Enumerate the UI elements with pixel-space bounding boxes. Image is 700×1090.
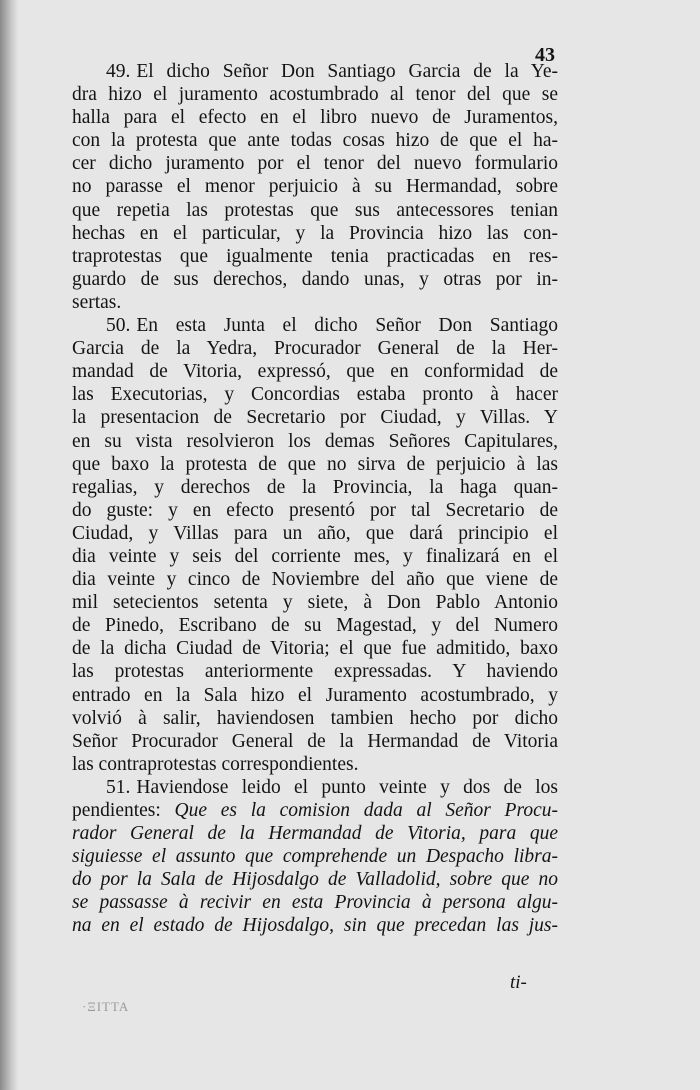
line-text: do por la Sala de Hijosdalgo de Valladolid, sobre que no xyxy=(72,869,558,891)
text-line xyxy=(72,199,558,222)
text-line xyxy=(72,891,558,914)
line-text: no parasse el menor perjuicio à su Hermandad, sobre xyxy=(72,176,558,198)
line-text: hechas en el particular, y la Provincia hizo las con- xyxy=(72,222,558,244)
text-line xyxy=(72,129,558,152)
line-text: rador General de la Hermandad de Vitoria, para que xyxy=(72,823,558,845)
line-text: volvió à salir, haviendosen tambien hecho por dicho xyxy=(72,707,558,729)
text-line xyxy=(72,730,558,753)
text-line xyxy=(72,291,558,314)
text-line xyxy=(72,707,558,730)
line-text: do guste: y en efecto presentó por tal Secretario de xyxy=(72,499,558,521)
line-text: traprotestas que igualmente tenia practicadas en res- xyxy=(72,245,558,267)
text-line xyxy=(72,822,558,845)
line-text: guardo de sus derechos, dando unas, y otras por in- xyxy=(72,268,558,290)
text-line xyxy=(72,314,558,337)
text-line xyxy=(72,453,558,476)
line-text: entrado en la Sala hizo el Juramento acostumbrado, y xyxy=(72,684,558,706)
text-line xyxy=(72,591,558,614)
text-line xyxy=(72,799,558,822)
line-text: na en el estado de Hijosdalgo, sin que precedan las jus- xyxy=(72,915,558,937)
text-line xyxy=(72,753,558,776)
line-text: de la dicha Ciudad de Vitoria; el que fue admitido, baxo xyxy=(72,638,558,660)
paragraph-number: 51. xyxy=(106,776,131,798)
line-text: En esta Junta el dicho Señor Don Santiago xyxy=(136,315,558,337)
text-line xyxy=(72,660,558,683)
line-italic-text: Que es la comision dada al Señor Procu- xyxy=(174,800,558,821)
text-line xyxy=(72,868,558,891)
text-line xyxy=(72,83,558,106)
line-text: las contraprotestas correspondientes. xyxy=(72,753,359,775)
text-line xyxy=(72,175,558,198)
line-text: en su vista resolvieron los demas Señores Capitulares, xyxy=(72,430,558,452)
line-text: Ciudad, y Villas para un año, que dará principio el xyxy=(72,522,558,544)
bleed-through-text: ·ΞΙΤΤΑ xyxy=(82,999,130,1014)
line-text: que baxo la protesta de que no sirva de perjuicio à las xyxy=(72,453,558,475)
line-text: cer dicho juramento por el tenor del nuevo formulario xyxy=(72,153,558,175)
text-line xyxy=(72,222,558,245)
text-line xyxy=(72,776,558,799)
line-text: Señor Procurador General de la Hermandad de Vitoria xyxy=(72,730,558,752)
line-text: mil setecientos setenta y siete, à Don Pablo Antonio xyxy=(72,592,558,614)
line-text: sertas. xyxy=(72,291,122,313)
line-text: dra hizo el juramento acostumbrado al tenor del que se xyxy=(72,84,558,106)
text-line xyxy=(72,430,558,453)
line-text: dia veinte y cinco de Noviembre del año que viene de xyxy=(72,569,558,591)
text-line xyxy=(72,106,558,129)
text-line xyxy=(72,614,558,637)
text-line xyxy=(72,499,558,522)
line-text: pendientes: xyxy=(72,800,175,821)
line-text: El dicho Señor Don Santiago Garcia de la Ye- xyxy=(136,61,558,82)
paragraph-number: 50. xyxy=(106,315,131,337)
line-text: mandad de Vitoria, expressó, que en conformidad de xyxy=(72,361,558,383)
text-line xyxy=(72,383,558,406)
line-text: las protestas anteriormente expressadas. Y haviendo xyxy=(72,661,558,683)
line-text: con la protesta que ante todas cosas hizo de que el ha- xyxy=(72,130,558,152)
text-line xyxy=(72,60,558,83)
line-text: siguiesse el assunto que comprehende un Despacho libra- xyxy=(72,846,558,868)
line-text: Haviendose leido el punto veinte y dos de los xyxy=(136,776,558,798)
line-text: halla para el efecto en el libro nuevo de Juramentos, xyxy=(72,107,558,129)
text-line xyxy=(72,637,558,660)
text-line xyxy=(72,337,558,360)
text-line xyxy=(72,522,558,545)
line-text: se passasse à recivir en esta Provincia à persona algu- xyxy=(72,892,558,914)
line-text: las Executorias, y Concordias estaba pronto à hacer xyxy=(72,384,558,406)
line-text: regalias, y derechos de la Provincia, la haga quan- xyxy=(72,476,558,498)
binding-gutter xyxy=(0,0,18,1090)
text-line xyxy=(72,545,558,568)
body-text xyxy=(72,60,558,938)
text-line xyxy=(72,406,558,429)
line-text: la presentacion de Secretario por Ciudad, y Villas. Y xyxy=(72,407,558,429)
text-line xyxy=(72,268,558,291)
text-line xyxy=(72,152,558,175)
line-text: de Pinedo, Escribano de su Magestad, y del Numero xyxy=(72,615,558,637)
text-line xyxy=(72,684,558,707)
text-line xyxy=(72,914,558,937)
catchword: ti- xyxy=(510,972,527,993)
text-line xyxy=(72,568,558,591)
text-line xyxy=(72,245,558,268)
text-line xyxy=(72,845,558,868)
paragraph-number: 49. xyxy=(106,61,131,82)
line-text: que repetia las protestas que sus antecessores tenian xyxy=(72,199,558,221)
text-line xyxy=(72,476,558,499)
line-text: dia veinte y seis del corriente mes, y finalizará en el xyxy=(72,545,558,567)
page-number: 43 xyxy=(535,44,555,66)
text-line xyxy=(72,360,558,383)
line-text: Garcia de la Yedra, Procurador General de la Her- xyxy=(72,338,558,360)
